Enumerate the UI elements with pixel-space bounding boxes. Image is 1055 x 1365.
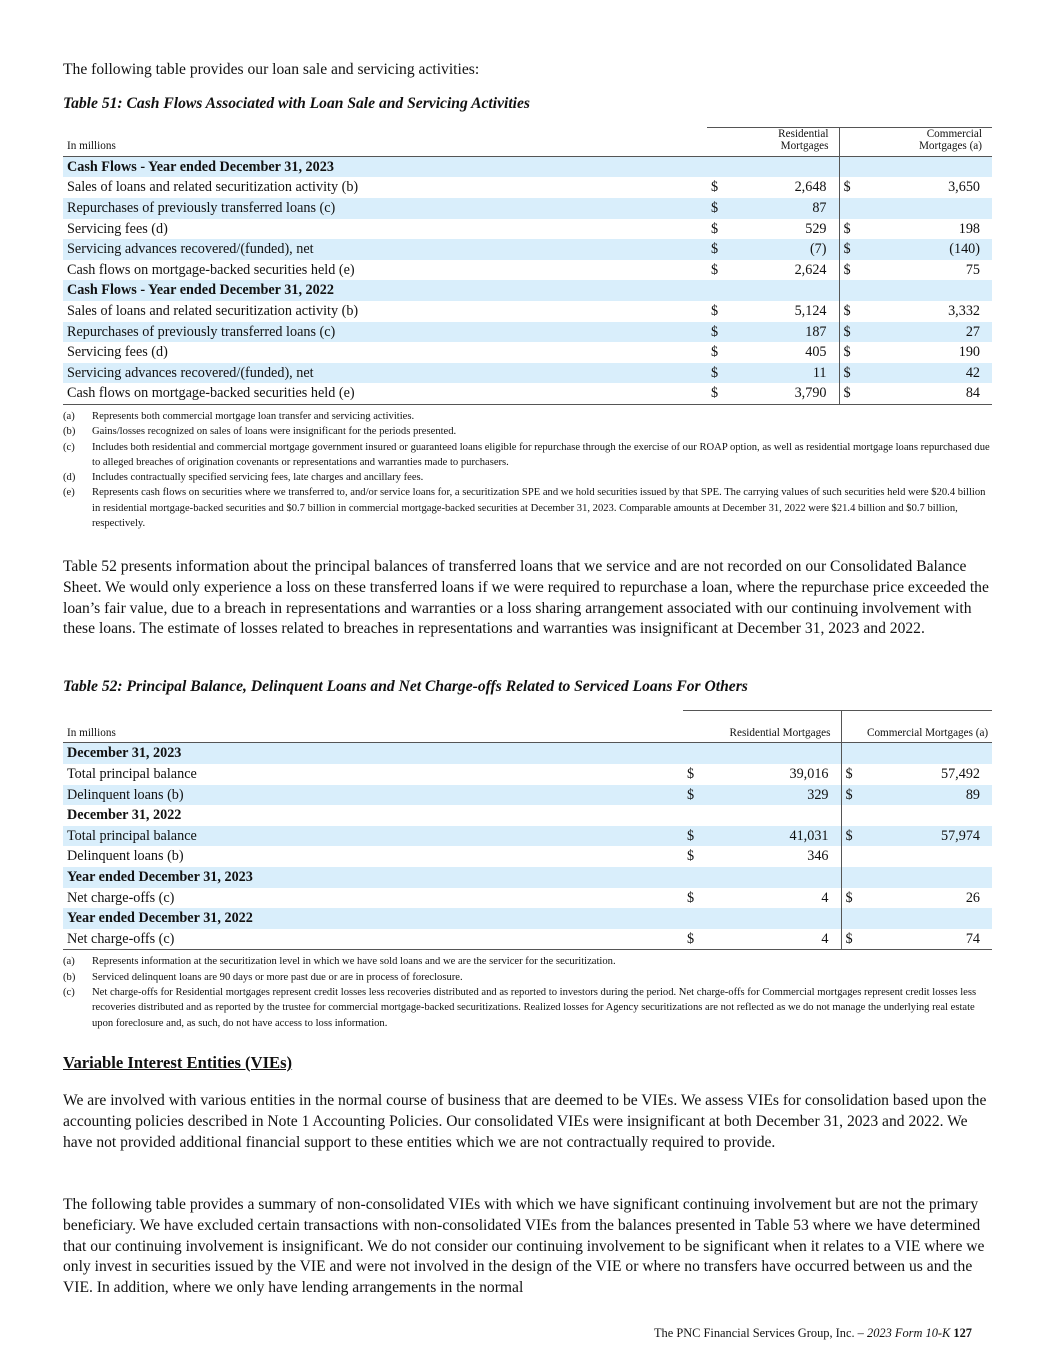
value-col1: 329	[705, 785, 841, 806]
currency-sign-col2: $	[839, 260, 861, 281]
value-col2: 75	[965, 261, 980, 278]
section-label: Cash Flows - Year ended December 31, 2023	[63, 156, 707, 177]
currency-sign-col2: $	[839, 363, 861, 384]
value-col1: 39,016	[789, 766, 829, 782]
table51	[63, 127, 992, 531]
footnote-key: (d)	[63, 472, 76, 484]
value-col2	[863, 846, 992, 867]
footnote	[63, 424, 992, 439]
table52	[63, 710, 992, 1031]
empty-cell	[683, 867, 705, 888]
row-label: Sales of loans and related securitization activity (b)	[67, 179, 359, 196]
footnote-text: Includes both residential and commercial mortgage government insured or guaranteed loans eligible for repurchase through the exercise of our ROAP option, as well as residential mortgage loans repurchased due to alleged breaches of origination covenants or representations and warranties made to purchasers.	[92, 441, 990, 468]
footnote-key: (a)	[63, 956, 75, 968]
row-label: Total principal balance	[67, 766, 197, 782]
value-col1: 405	[805, 344, 827, 361]
table52-col2-header: Commercial Mortgages (a)	[863, 711, 992, 743]
value-col1: 2,624	[794, 261, 827, 278]
currency-sign-col2: $	[839, 177, 861, 198]
footnote	[63, 470, 992, 485]
row-label: Cash flows on mortgage-backed securities held (e)	[63, 383, 707, 404]
currency-sign-col2: $	[839, 342, 861, 363]
table52-row	[63, 785, 992, 806]
currency-sign-col1: $	[683, 785, 705, 806]
row-label: Delinquent loans (b)	[67, 848, 184, 865]
empty-cell	[841, 867, 863, 888]
empty-cell	[705, 805, 841, 826]
table51-row	[63, 260, 992, 281]
value-col1: 5,124	[794, 302, 827, 319]
value-col2: 42	[861, 363, 992, 384]
page-footer	[654, 1326, 972, 1341]
table52-header-row	[63, 711, 992, 743]
footnote-text: Gains/losses recognized on sales of loans were insignificant for the periods presented.	[92, 426, 457, 438]
table51-caption: Table 51: Cash Flows Associated with Loan Sale and Servicing Activities	[63, 95, 530, 112]
table52-section-row	[63, 867, 992, 888]
vie-heading: Variable Interest Entities (VIEs)	[63, 1053, 293, 1072]
empty-cell	[729, 156, 839, 177]
footer-form: 2023 Form 10-K	[867, 1326, 951, 1340]
value-col1: 2,648	[794, 179, 827, 196]
row-label: Servicing advances recovered/(funded), net	[63, 363, 707, 384]
footnote	[63, 970, 992, 985]
table51-row	[63, 219, 992, 240]
table52-section-row	[63, 805, 992, 826]
table51-row	[63, 342, 992, 363]
value-col2	[861, 198, 992, 219]
value-col2: 198	[958, 220, 980, 237]
value-col1: 346	[807, 848, 829, 865]
empty-cell	[839, 280, 861, 301]
row-label: Cash flows on mortgage-backed securities held (e)	[67, 261, 355, 278]
empty-cell	[707, 280, 729, 301]
footnote-text: Represents cash flows on securities where we transferred to, and/or service loans for, a securitization SPE and we hold securities issued by that SPE. The carrying values of such securities held were $20.4 billion in residential mortgage-backed securities and $0.7 billion in commercial mortgage-backed securities at December 31, 2023. Comparable amounts at December 31, 2022 were $21.4 billion and $0.7 billion, respectively.	[92, 487, 986, 530]
table52-intro-paragraph: Table 52 presents information about the principal balances of transferred loans that we service and are not recorded on our Consolidated Balance Sheet. We would only experience a loss on these transferred loans if we were required to repurchase a loan, where the repurchase price exceeded the loan’s fair value, due to a breach in representations and warranties or a loss sharing arrangement associated with our continuing involvement with these loans. The estimate of losses related to breaches in representations and warranties was insignificant at December 31, 2023 and 2022.	[63, 558, 989, 638]
value-col1: 41,031	[705, 826, 841, 847]
row-label: Repurchases of previously transferred loans (c)	[63, 198, 707, 219]
currency-sign-col1: $	[687, 889, 695, 906]
table51-footnotes	[63, 409, 992, 531]
footnote	[63, 954, 992, 969]
section-label: December 31, 2023	[63, 743, 683, 764]
row-label: Servicing advances recovered/(funded), net	[63, 239, 707, 260]
row-label: Net charge-offs (c)	[63, 929, 683, 950]
table52-col1-header: Residential Mortgages	[705, 711, 841, 743]
currency-sign-col1: $	[707, 322, 729, 343]
table52-section-row	[63, 743, 992, 764]
row-label: Servicing fees (d)	[67, 220, 168, 237]
table51-unit-label: In millions	[63, 128, 707, 157]
table51-row	[63, 322, 992, 343]
section-label: Cash Flows - Year ended December 31, 2022	[63, 280, 707, 301]
currency-sign-col2: $	[839, 239, 861, 260]
currency-sign-col1: $	[707, 198, 729, 219]
value-col2: 84	[861, 383, 992, 404]
empty-cell	[683, 805, 705, 826]
page-number: 127	[953, 1326, 972, 1340]
currency-sign-col1: $	[711, 344, 719, 361]
table51-col2-header: Commercial Mortgages (a)	[861, 128, 992, 157]
currency-sign-col1: $	[683, 929, 705, 950]
currency-sign-col2: $	[841, 764, 863, 785]
table52-unit-label: In millions	[63, 711, 683, 743]
currency-sign-col2: $	[839, 383, 861, 404]
currency-sign-col1: $	[707, 363, 729, 384]
currency-sign-col2	[841, 846, 863, 867]
value-col1: (7)	[729, 239, 839, 260]
currency-sign-col1: $	[711, 179, 719, 196]
currency-sign-col2: $	[841, 929, 863, 950]
value-col2: 89	[863, 785, 992, 806]
currency-sign-col2: $	[841, 826, 863, 847]
empty-cell	[841, 805, 863, 826]
value-col1: 187	[729, 322, 839, 343]
value-col2: 3,332	[948, 302, 980, 319]
currency-sign-col1: $	[687, 848, 695, 865]
value-col2: 190	[958, 344, 980, 361]
footnote-text: Net charge-offs for Residential mortgages represent credit losses less recoveries distributed and as reported to investors during the period. Net charge-offs for Commercial mortgages represent credit losses less recoveries distributed and as reported by the trustee for commercial mortgage-backed securitizations. Realized losses for Agency securitizations are not reflected as we do not manage the underlying real estate upon foreclosure and, as such, do not have access to loss information.	[92, 986, 977, 1029]
empty-cell	[841, 743, 863, 764]
footnote-key: (c)	[63, 986, 75, 998]
footnote-key: (b)	[63, 971, 76, 983]
currency-sign-col1: $	[711, 261, 719, 278]
empty-cell	[683, 743, 705, 764]
table51-row	[63, 301, 992, 322]
table52-caption: Table 52: Principal Balance, Delinquent Loans and Net Charge-offs Related to Serviced Loans For Others	[63, 678, 748, 695]
footnote-key: (c)	[63, 441, 75, 453]
empty-cell	[863, 743, 992, 764]
intro-text: The following table provides our loan sale and servicing activities:	[63, 61, 480, 78]
section-label: December 31, 2022	[67, 807, 182, 824]
value-col2: 57,974	[863, 826, 992, 847]
row-label: Repurchases of previously transferred loans (c)	[63, 322, 707, 343]
table51-row	[63, 177, 992, 198]
footnote-text: Represents information at the securitization level in which we have sold loans and we are the servicer for the securitization.	[92, 956, 616, 968]
currency-sign-col2: $	[841, 785, 863, 806]
footnote	[63, 985, 992, 1031]
footnote-key: (e)	[63, 487, 75, 499]
row-label: Net charge-offs (c)	[67, 889, 175, 906]
currency-sign-col2: $	[839, 219, 861, 240]
value-col2: (140)	[861, 239, 992, 260]
currency-sign-col1: $	[707, 383, 729, 404]
empty-cell	[863, 867, 992, 888]
table51-section-row	[63, 280, 992, 301]
footnote-text: Includes contractually specified servicing fees, late charges and ancillary fees.	[92, 472, 424, 484]
table51-header-row	[63, 128, 992, 157]
empty-cell	[707, 156, 729, 177]
empty-cell	[705, 908, 841, 929]
row-label: Total principal balance	[63, 826, 683, 847]
value-col1: 529	[805, 220, 827, 237]
value-col2: 3,650	[948, 179, 980, 196]
table51-row	[63, 239, 992, 260]
empty-cell	[705, 743, 841, 764]
empty-cell	[861, 280, 992, 301]
row-label: Servicing fees (d)	[67, 344, 168, 361]
currency-sign-col1: $	[707, 239, 729, 260]
table52-row	[63, 826, 992, 847]
empty-cell	[729, 280, 839, 301]
section-label: Year ended December 31, 2023	[63, 867, 683, 888]
vie-paragraph-1: We are involved with various entities in the normal course of business that are deemed to be VIEs. We assess VIEs for consolidation based upon the accounting policies described in Note 1 Accounting Policies. Our consolidated VIEs were insignificant at both December 31, 2023 and 2022. We have not provided additional financial support to these entities which we are not contractually required to provide.	[63, 1092, 987, 1151]
table51-grid	[63, 127, 992, 405]
vie-paragraph-2: The following table provides a summary of non-consolidated VIEs with which we have significant continuing involvement but are not the primary beneficiary. We have excluded certain transactions with non-consolidated VIEs from the balances presented in Table 53 where we have determined that our continuing involvement is insignificant. We do not consider our continuing involvement to be significant when it relates to a VIE where we only invest in securities issued by the VIE and were not involved in the design of the VIE or where no transfers have occurred between us and the VIE. In addition, where we only have lending arrangements in the normal	[63, 1196, 985, 1297]
empty-cell	[841, 908, 863, 929]
table52-row	[63, 929, 992, 950]
footnote-text: Serviced delinquent loans are 90 days or more past due or are in process of foreclosure.	[92, 971, 463, 983]
footnote-key: (a)	[63, 410, 75, 422]
currency-sign-col2	[839, 198, 861, 219]
currency-sign-col1: $	[683, 826, 705, 847]
table51-row	[63, 198, 992, 219]
empty-cell	[863, 908, 992, 929]
value-col1: 87	[729, 198, 839, 219]
value-col2: 27	[861, 322, 992, 343]
footnote	[63, 485, 992, 531]
table51-section-row	[63, 156, 992, 177]
value-col1: 4	[705, 929, 841, 950]
table51-row	[63, 363, 992, 384]
empty-cell	[863, 805, 992, 826]
empty-cell	[683, 908, 705, 929]
row-label: Delinquent loans (b)	[63, 785, 683, 806]
currency-sign-col2: $	[839, 322, 861, 343]
currency-sign-col1: $	[711, 302, 719, 319]
section-label: Year ended December 31, 2022	[63, 908, 683, 929]
footnote-key: (b)	[63, 426, 76, 438]
currency-sign-col1: $	[687, 766, 695, 782]
footer-company: The PNC Financial Services Group, Inc. –	[653, 1326, 864, 1340]
table51-col1-header: Residential Mortgages	[729, 128, 839, 157]
value-col2: 74	[863, 929, 992, 950]
value-col2: 57,492	[940, 766, 980, 782]
empty-cell	[705, 867, 841, 888]
currency-sign-col2: $	[839, 301, 861, 322]
table52-grid	[63, 710, 992, 950]
value-col1: 11	[729, 363, 839, 384]
table52-row	[63, 764, 992, 785]
empty-cell	[839, 156, 861, 177]
empty-cell	[861, 156, 992, 177]
table52-footnotes	[63, 954, 992, 1030]
currency-sign-col2: $	[841, 888, 863, 909]
table52-row	[63, 888, 992, 909]
table51-row	[63, 383, 992, 404]
table52-section-row	[63, 908, 992, 929]
footnote-text: Represents both commercial mortgage loan transfer and servicing activities.	[92, 410, 415, 422]
currency-sign-col1: $	[711, 220, 719, 237]
footnote	[63, 409, 992, 424]
table52-row	[63, 846, 992, 867]
value-col1: 4	[821, 889, 829, 906]
value-col1: 3,790	[729, 383, 839, 404]
value-col2: 26	[965, 889, 980, 906]
footnote	[63, 440, 992, 471]
row-label: Sales of loans and related securitization activity (b)	[67, 302, 359, 319]
